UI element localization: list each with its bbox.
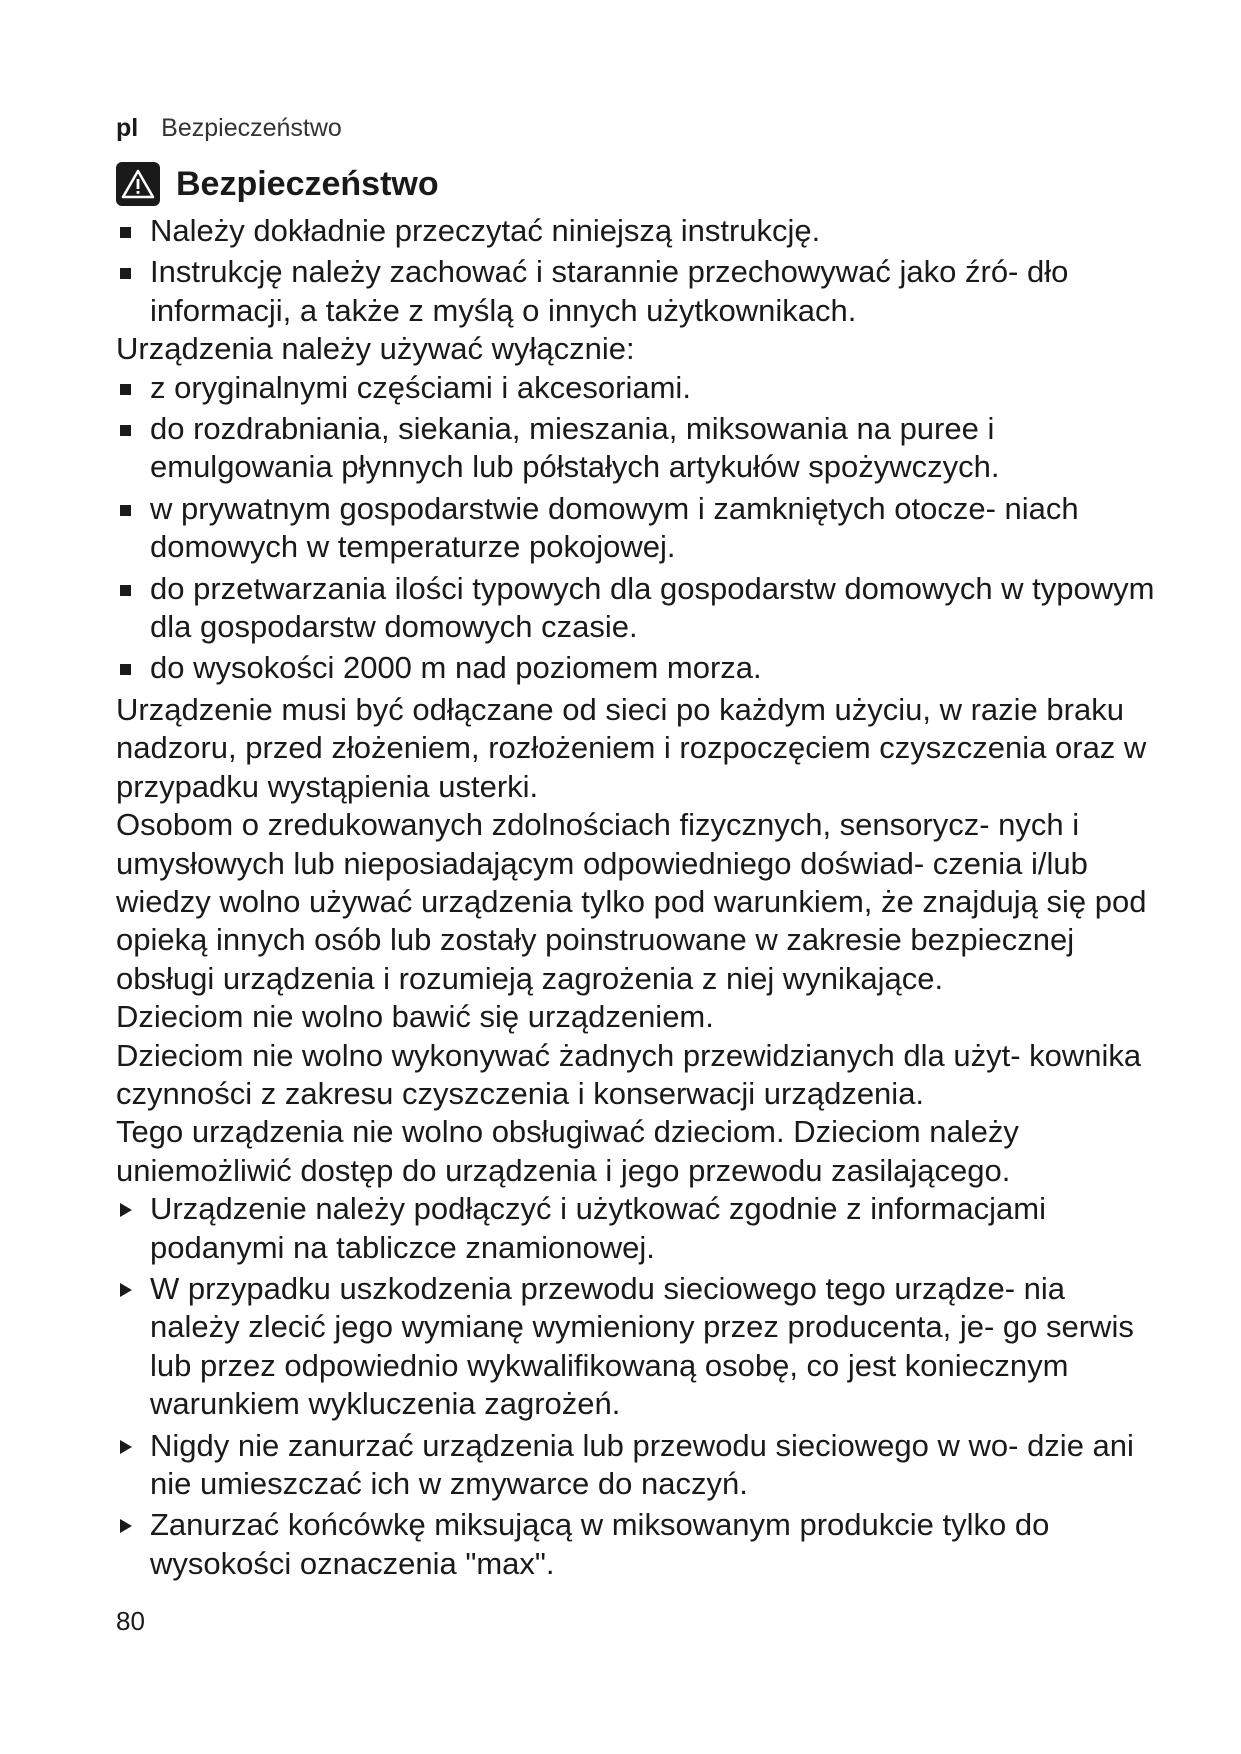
page-title: Bezpieczeństwo bbox=[176, 165, 439, 203]
action-item: Urządzenie należy podłączyć i użytkować zgodnie z informacjami podanymi na tabliczce znamionowej. bbox=[116, 1190, 1156, 1267]
section-title-row bbox=[116, 162, 439, 206]
paragraph: Tego urządzenia nie wolno obsługiwać dzieciom. Dzieciom należy uniemożliwić dostęp do urządzenia i jego przewodu zasilającego. bbox=[116, 1114, 1019, 1188]
running-header bbox=[116, 113, 342, 143]
action-item: Nigdy nie zanurzać urządzenia lub przewodu sieciowego w wo- dzie ani nie umieszczać ich w zmywarce do naczyń. bbox=[116, 1427, 1156, 1504]
safety-content bbox=[116, 212, 1156, 1583]
list-item: do rozdrabniania, siekania, mieszania, miksowania na puree i emulgowania płynnych lub półstałych artykułów spożywczych. bbox=[116, 410, 1156, 487]
list-item: do wysokości 2000 m nad poziomem morza. bbox=[116, 649, 1156, 687]
paragraph: Urządzenie musi być odłączane od sieci po każdym użyciu, w razie braku nadzoru, przed złożeniem, rozłożeniem i rozpoczęciem czyszczenia oraz w przypadku wystąpienia usterki. bbox=[116, 691, 1147, 804]
section-name: Bezpieczeństwo bbox=[161, 114, 342, 142]
warning-triangle-icon bbox=[116, 162, 160, 206]
action-item: W przypadku uszkodzenia przewodu sieciowego tego urządze- nia należy zlecić jego wymianę wymieniony przez producenta, je- go serwis lub przez odpowiednio wykwalifikowaną osobę, co jest koniecznym warunkiem wykluczenia zagrożeń. bbox=[116, 1270, 1156, 1424]
list-item: Instrukcję należy zachować i starannie przechowywać jako źró- dło informacji, a także z myślą o innych użytkownikach. bbox=[116, 253, 1156, 330]
list-item: w prywatnym gospodarstwie domowym i zamkniętych otocze- niach domowych w temperaturze pokojowej. bbox=[116, 490, 1156, 567]
paragraph: Dzieciom nie wolno wykonywać żadnych przewidzianych dla użyt- kownika czynności z zakresu czyszczenia i konserwacji urządzenia. bbox=[116, 1037, 1142, 1111]
paragraph: Osobom o zredukowanych zdolnościach fizycznych, sensorycz- nych i umysłowych lub nieposiadającym odpowiedniego doświad- czenia i/lub wiedzy wolno używać urządzenia tylko pod warunkiem, że znajdują się pod opieką innych osób lub zostały poinstruowane w zakresie bezpiecznej obsługi urządzenia i rozumieją zagrożenia z niej wynikające. bbox=[116, 807, 1147, 996]
language-code: pl bbox=[116, 114, 139, 142]
list-item: Należy dokładnie przeczytać niniejszą instrukcję. bbox=[116, 212, 1156, 250]
list-item: do przetwarzania ilości typowych dla gospodarstw domowych w typowym dla gospodarstw domowych czasie. bbox=[116, 570, 1156, 647]
use-only-label: Urządzenia należy używać wyłącznie: bbox=[116, 331, 635, 367]
list-item: z oryginalnymi częściami i akcesoriami. bbox=[116, 369, 1156, 407]
page-number: 80 bbox=[116, 1606, 145, 1636]
action-item: Zanurzać końcówkę miksującą w miksowanym produkcie tylko do wysokości oznaczenia "max". bbox=[116, 1506, 1156, 1583]
paragraph: Dzieciom nie wolno bawić się urządzeniem. bbox=[116, 999, 714, 1035]
